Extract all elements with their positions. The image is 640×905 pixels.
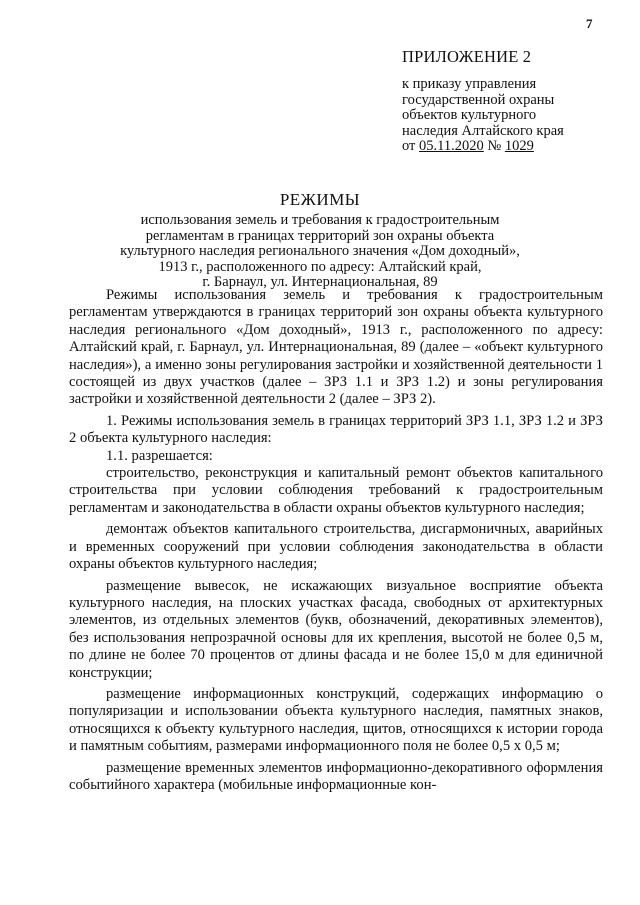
- list-item-construction: строительство, реконструкция и капитальный ремонт объектов капитального строительства при условии соблюдения требований к градостроительным регламентам и законодательства в области охраны объектов культурного наследия;: [69, 465, 603, 516]
- number-sign: №: [483, 138, 505, 154]
- heading-line: регламентам в границах территорий зон охраны объекта: [145, 227, 495, 244]
- document-heading: [0, 190, 640, 291]
- appendix-block: [402, 47, 622, 155]
- heading-line: культурного наследия регионального значения «Дом доходный»,: [120, 243, 520, 259]
- paragraph-section-1: 1. Режимы использования земель в границах территорий ЗРЗ 1.1, ЗРЗ 1.2 и ЗРЗ 2 объекта культурного наследия:: [69, 412, 603, 447]
- paragraph-subsection-1-1: 1.1. разрешается:: [106, 447, 213, 464]
- appendix-title: ПРИЛОЖЕНИЕ 2: [402, 47, 532, 66]
- appendix-line: государственной охраны: [402, 91, 555, 108]
- date-prefix: от: [402, 138, 420, 154]
- list-item-demolition: демонтаж объектов капитального строительства, дисгармоничных, аварийных и временных сооружений при условии соблюдения законодательства в области охраны объектов культурного наследия;: [69, 521, 603, 573]
- appendix-date-line: [402, 139, 622, 155]
- heading-line: использования земель и требования к градостроительным: [140, 212, 500, 228]
- page-number: 7: [586, 16, 593, 31]
- list-item-information-boards: размещение информационных конструкций, содержащих информацию о популяризации и использовании объекта культурного наследия, памятных знаков, относящихся к объекту культурного наследия, щитов, относящихся к истории города и памятным событиям, размерами информационного поля не более 0,5 х 0,5 м;: [69, 685, 603, 755]
- appendix-line: наследия Алтайского края: [402, 122, 564, 139]
- heading-line: г. Барнаул, ул. Интернациональная, 89: [202, 274, 438, 290]
- list-item-signage: размещение вывесок, не искажающих визуальное восприятие объекта культурного наследия, на плоских участках фасада, свободных от архитектурных элементов, из отдельных элементов (букв, обозначений, декоративных элементов), без использования непрозрачной основы для их крепления, высотой не более 0,5 м, по длине не более 70 процентов от длины фасада и не более 15,0 м для единичной конструкции;: [69, 577, 603, 681]
- order-number: 1029: [504, 138, 534, 154]
- heading-line: 1913 г., расположенного по адресу: Алтайский край,: [158, 258, 482, 275]
- document-body: [69, 287, 603, 794]
- order-date: 05.11.2020: [419, 138, 484, 154]
- heading-title: РЕЖИМЫ: [279, 190, 361, 209]
- paragraph-intro: Режимы использования земель и требования к градостроительным регламентам утверждаются в границах территорий зон охраны объекта культурного наследия регионального «Дом доходный», 1913 г., расположенного по адресу: Алтайский край, г. Барнаул, ул. Интернациональная, 89 (далее – «объект культурного наследия»), а именно зоны регулирования застройки и хозяйственной деятельности 1 состоящей из двух участков (далее – ЗРЗ 1.1 и ЗРЗ 1.2) и зоны регулирования застройки и хозяйственной деятельности 2 (далее – ЗРЗ 2).: [69, 287, 603, 408]
- list-item-temporary-elements: размещение временных элементов информационно-декоративного оформления событийного характера (мобильные информационные кон-: [69, 759, 603, 793]
- appendix-line: к приказу управления: [402, 76, 537, 92]
- appendix-line: объектов культурного: [402, 107, 537, 123]
